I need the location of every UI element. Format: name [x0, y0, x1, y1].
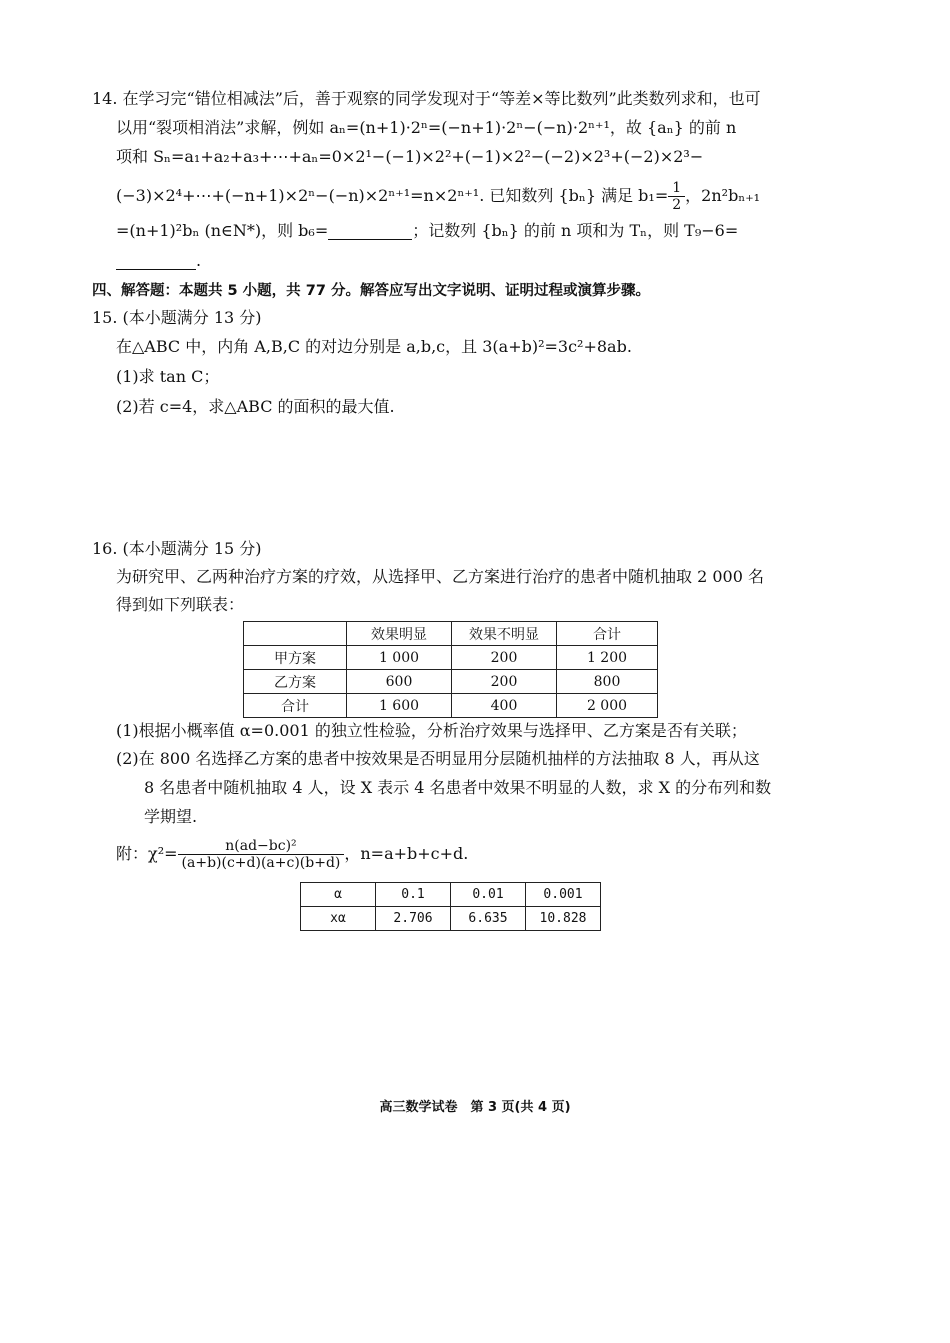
fraction-numerator: 1	[668, 180, 685, 197]
q15-stem: 在△ABC 中，内角 A,B,C 的对边分别是 a,b,c，且 3(a+b)²=3c²+8ab.	[116, 337, 632, 356]
table-cell: 1 600	[347, 694, 452, 718]
table-row	[244, 694, 658, 718]
q16-part-2-line-2: 8 名患者中随机抽取 4 人，设 X 表示 4 名患者中效果不明显的人数，求 X 的分布列和数	[144, 778, 772, 797]
q16-stem-line-2: 得到如下列联表：	[116, 595, 245, 614]
table-cell: xα	[301, 907, 376, 931]
table-row	[301, 907, 601, 931]
table-cell: 2.706	[376, 907, 451, 931]
q14-line-4	[116, 180, 760, 213]
page-footer: 高三数学试卷 第 3 页(共 4 页)	[379, 1100, 571, 1115]
q14-line-6-tail: .	[196, 251, 202, 270]
q14-line-5-text: =(n+1)²bₙ (n∈N*)，则 b₆=	[116, 221, 329, 240]
q14-line-4-tail: ，2n²bₙ₊₁	[685, 186, 761, 205]
table-cell: 乙方案	[244, 670, 347, 694]
formula-numerator: n(ad−bc)²	[178, 838, 345, 855]
answer-blank-b6[interactable]	[328, 221, 412, 240]
q15-header: 15. (本小题满分 13 分)	[92, 308, 262, 327]
table-cell: α	[301, 883, 376, 907]
table-row	[244, 670, 658, 694]
fraction-one-half	[668, 180, 685, 213]
q14-line-5-tail: ；记数列 {bₙ} 的前 n 项和为 Tₙ，则 T₉−6=	[412, 221, 739, 240]
q15-part-1: (1)求 tan C；	[116, 367, 220, 386]
contingency-table	[243, 621, 658, 718]
table-header-row	[244, 622, 658, 646]
q14-line-6	[116, 250, 201, 272]
table-cell: 600	[347, 670, 452, 694]
table-cell: 合计	[244, 694, 347, 718]
q14-line-1: 14. 在学习完“错位相减法”后，善于观察的同学发现对于“等差×等比数列”此类数列求和，也可	[92, 89, 761, 108]
formula-prefix: 附：χ²=	[116, 844, 178, 863]
formula-suffix: ，n=a+b+c+d.	[344, 844, 469, 863]
table-cell: 0.01	[451, 883, 526, 907]
q15-part-2: (2)若 c=4，求△ABC 的面积的最大值.	[116, 397, 395, 416]
table-header-cell	[244, 622, 347, 646]
table-cell: 800	[557, 670, 658, 694]
table-header-cell: 效果不明显	[452, 622, 557, 646]
table-cell: 1 200	[557, 646, 658, 670]
answer-blank-t9[interactable]	[116, 251, 196, 270]
q14-line-3: 项和 Sₙ=a₁+a₂+a₃+⋯+aₙ=0×2¹−(−1)×2²+(−1)×2²−(−2)×2³+(−2)×2³−	[116, 147, 704, 166]
table-header-cell: 效果明显	[347, 622, 452, 646]
table-row	[244, 646, 658, 670]
table-header-cell: 合计	[557, 622, 658, 646]
table-row	[301, 883, 601, 907]
q16-part-2-line-1: (2)在 800 名选择乙方案的患者中按效果是否明显用分层随机抽样的方法抽取 8 人，再从这	[116, 749, 760, 768]
formula-denominator: (a+b)(c+d)(a+c)(b+d)	[181, 855, 341, 871]
critical-value-table	[300, 882, 601, 931]
q16-header: 16. (本小题满分 15 分)	[92, 539, 262, 558]
table-cell: 甲方案	[244, 646, 347, 670]
q14-line-4-text: (−3)×2⁴+⋯+(−n+1)×2ⁿ−(−n)×2ⁿ⁺¹=n×2ⁿ⁺¹. 已知数列 {bₙ} 满足 b₁=	[116, 186, 669, 205]
table-cell: 0.1	[376, 883, 451, 907]
q16-part-2-line-3: 学期望.	[144, 807, 198, 826]
chi-square-formula	[116, 838, 468, 871]
q16-stem-line-1: 为研究甲、乙两种治疗方案的疗效，从选择甲、乙方案进行治疗的患者中随机抽取 2 000 名	[116, 567, 764, 586]
chi-square-fraction	[178, 838, 345, 871]
q14-line-2: 以用“裂项相消法”求解，例如 aₙ=(n+1)·2ⁿ=(−n+1)·2ⁿ−(−n)·2ⁿ⁺¹，故 {aₙ} 的前 n	[116, 118, 737, 137]
table-cell: 0.001	[526, 883, 601, 907]
table-cell: 2 000	[557, 694, 658, 718]
q16-part-1: (1)根据小概率值 α=0.001 的独立性检验，分析治疗效果与选择甲、乙方案是否有关联；	[116, 721, 747, 740]
table-cell: 400	[452, 694, 557, 718]
table-cell: 200	[452, 670, 557, 694]
table-cell: 10.828	[526, 907, 601, 931]
table-cell: 6.635	[451, 907, 526, 931]
section-4-title: 四、解答题：本题共 5 小题，共 77 分。解答应写出文字说明、证明过程或演算步骤。	[92, 283, 650, 299]
fraction-denominator: 2	[672, 197, 682, 213]
table-cell: 1 000	[347, 646, 452, 670]
table-cell: 200	[452, 646, 557, 670]
q14-line-5	[116, 220, 738, 242]
